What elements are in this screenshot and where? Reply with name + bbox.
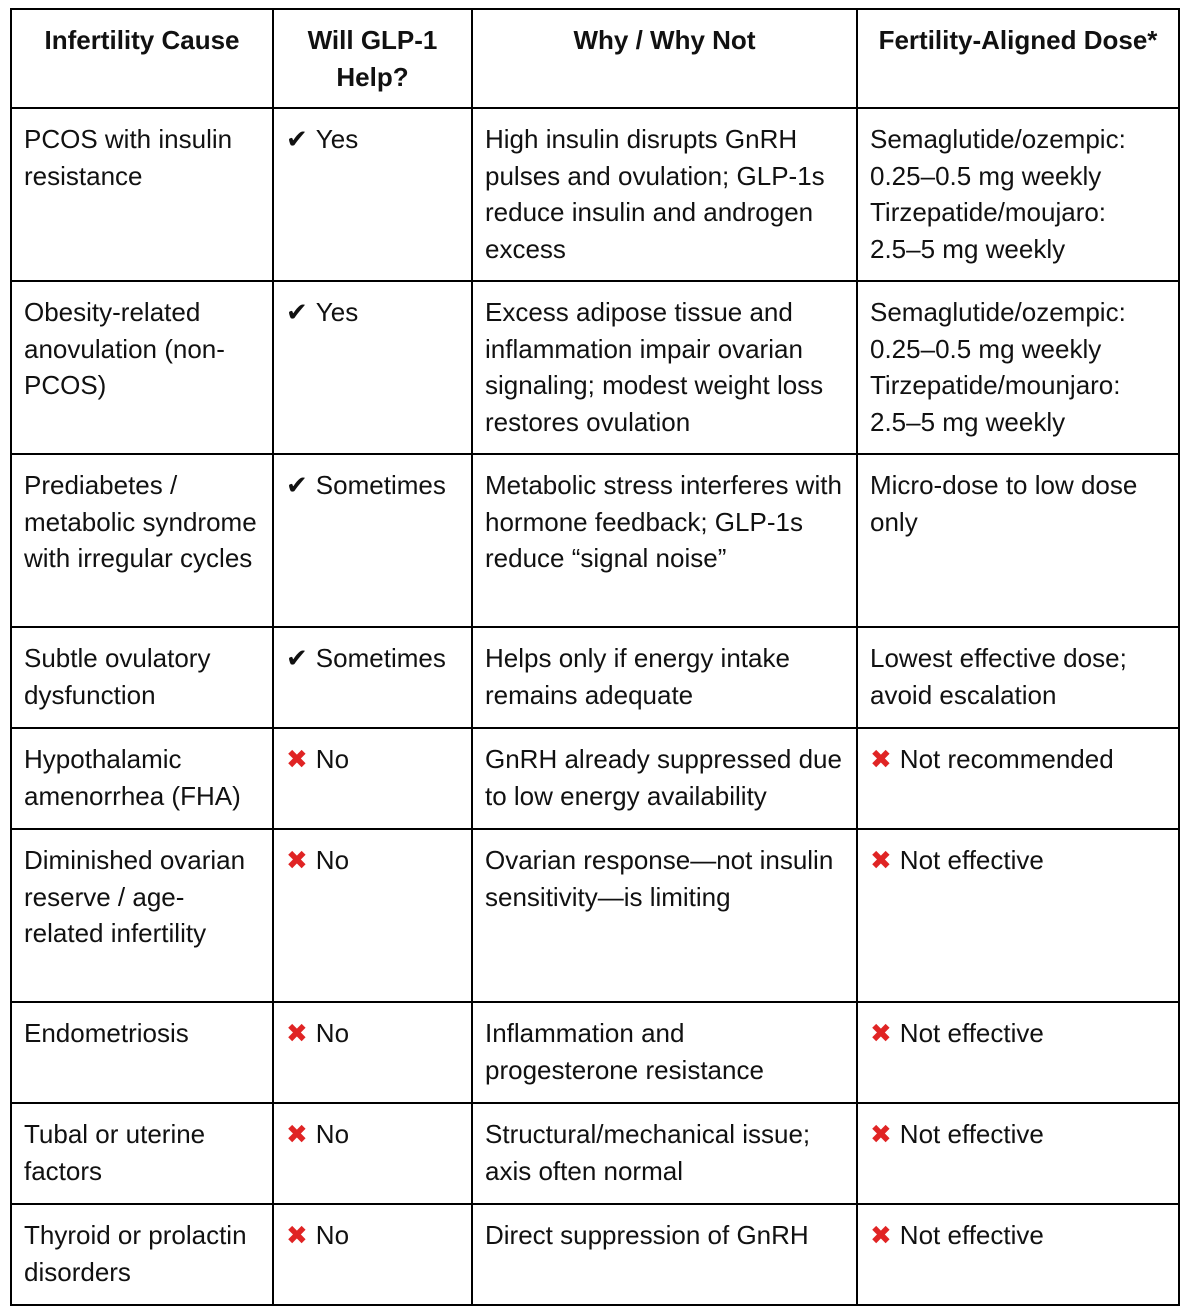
dose-line: Semaglutide/ozempic: [870,124,1126,154]
table-row [11,454,1179,627]
dose-line: Not effective [899,845,1044,875]
dose-line: 2.5–5 mg weekly [870,406,1066,437]
cell-dose [857,829,1179,1002]
help-label: Yes [315,297,359,327]
cell-help [273,1002,472,1103]
table-row [11,1204,1179,1305]
cross-icon: ✖ [286,1119,308,1149]
help-label: No [315,1220,350,1250]
cell-cause: Thyroid or prolactin disorders [11,1204,273,1305]
help-label: Yes [315,124,359,154]
dose-line: Not effective [899,1018,1044,1048]
cell-dose [857,627,1179,728]
table-row [11,1103,1179,1204]
dose-line: Tirzepatide/mounjaro: [870,370,1121,400]
table-row [11,627,1179,728]
cell-dose [857,108,1179,281]
cell-help [273,108,472,281]
cell-help [273,1204,472,1305]
cell-why: GnRH already suppressed due to low energy availability [472,728,857,829]
table-row [11,108,1179,281]
header-cause: Infertility Cause [11,9,273,108]
dose-line: Tirzepatide/moujaro: [870,197,1107,227]
cross-icon: ✖ [870,1119,892,1149]
header-why: Why / Why Not [472,9,857,108]
dose-line: 0.25–0.5 mg weekly [870,333,1102,364]
cross-icon: ✖ [870,1220,892,1250]
header-help: Will GLP-1 Help? [273,9,472,108]
dose-line: 0.25–0.5 mg weekly [870,160,1102,191]
cell-why: Helps only if energy intake remains adequate [472,627,857,728]
cell-help [273,454,472,627]
table-body [11,108,1179,1305]
dose-line: Micro-dose to low dose only [870,470,1138,537]
cell-help [273,627,472,728]
header-row [11,9,1179,108]
header-dose: Fertility-Aligned Dose* [857,9,1179,108]
cell-dose [857,1002,1179,1103]
help-label: No [315,1018,350,1048]
cell-help [273,829,472,1002]
table-row [11,281,1179,454]
dose-line: Not effective [899,1119,1044,1149]
help-label: No [315,1119,350,1149]
cross-icon: ✖ [870,744,892,774]
cell-why: Excess adipose tissue and inflammation impair ovarian signaling; modest weight loss restores ovulation [472,281,857,454]
cell-dose [857,1204,1179,1305]
cell-help [273,728,472,829]
dose-line: Not effective [899,1220,1044,1250]
check-icon: ✔ [286,297,308,327]
table-row [11,728,1179,829]
cell-dose [857,728,1179,829]
cell-cause: Obesity-related anovulation (non-PCOS) [11,281,273,454]
check-icon: ✔ [286,124,308,154]
cross-icon: ✖ [870,845,892,875]
cell-dose [857,1103,1179,1204]
help-label: Sometimes [315,643,446,673]
cell-dose [857,454,1179,627]
cell-why: High insulin disrupts GnRH pulses and ovulation; GLP-1s reduce insulin and androgen excess [472,108,857,281]
cell-why: Direct suppression of GnRH [472,1204,857,1305]
cell-cause: PCOS with insulin resistance [11,108,273,281]
cell-cause: Diminished ovarian reserve / age-related infertility [11,829,273,1002]
cross-icon: ✖ [286,1220,308,1250]
cross-icon: ✖ [286,845,308,875]
dose-line: Not recommended [899,744,1114,774]
table-row [11,1002,1179,1103]
cell-why: Metabolic stress interferes with hormone feedback; GLP-1s reduce “signal noise” [472,454,857,627]
cross-icon: ✖ [286,744,308,774]
cell-cause: Endometriosis [11,1002,273,1103]
help-label: No [315,744,350,774]
cell-dose [857,281,1179,454]
cross-icon: ✖ [286,1018,308,1048]
cross-icon: ✖ [870,1018,892,1048]
dose-line: Lowest effective dose; avoid escalation [870,643,1127,710]
table-row [11,829,1179,1002]
check-icon: ✔ [286,470,308,500]
cell-cause: Prediabetes / metabolic syndrome with irregular cycles [11,454,273,627]
fertility-glp1-table [10,8,1180,1306]
cell-cause: Subtle ovulatory dysfunction [11,627,273,728]
check-icon: ✔ [286,643,308,673]
cell-why: Structural/mechanical issue; axis often normal [472,1103,857,1204]
help-label: No [315,845,350,875]
cell-help [273,1103,472,1204]
cell-help [273,281,472,454]
dose-line: 2.5–5 mg weekly [870,233,1066,264]
dose-line: Semaglutide/ozempic: [870,297,1126,327]
cell-why: Ovarian response—not insulin sensitivity—is limiting [472,829,857,1002]
cell-cause: Hypothalamic amenorrhea (FHA) [11,728,273,829]
cell-why: Inflammation and progesterone resistance [472,1002,857,1103]
help-label: Sometimes [315,470,446,500]
cell-cause: Tubal or uterine factors [11,1103,273,1204]
